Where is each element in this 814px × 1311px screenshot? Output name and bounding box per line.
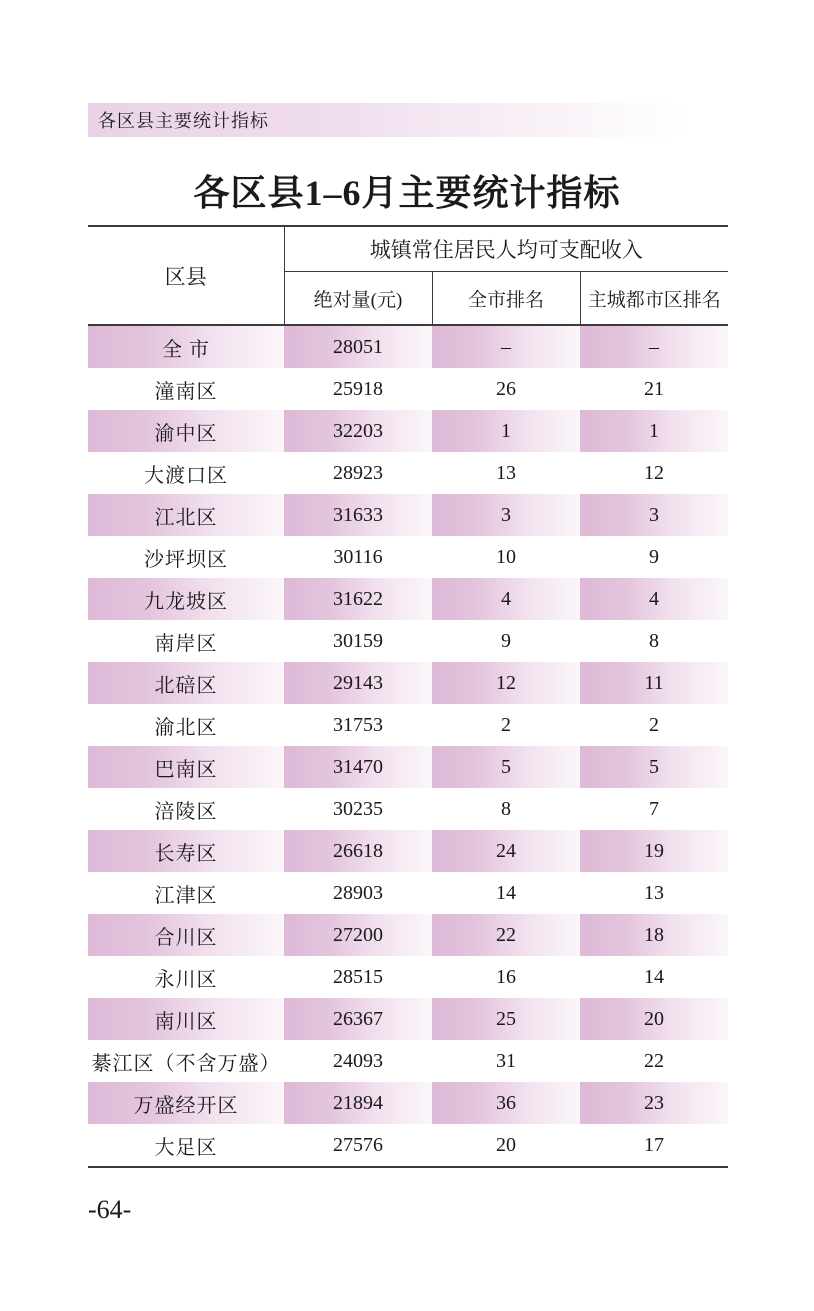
cell-city-rank: 8	[432, 788, 580, 830]
cell-city-rank: 22	[432, 914, 580, 956]
cell-absolute: 30116	[284, 536, 432, 578]
table-row	[88, 830, 728, 872]
cell-metro-rank: 14	[580, 956, 728, 998]
table-row	[88, 914, 728, 956]
cell-metro-rank: 3	[580, 494, 728, 536]
table-row	[88, 578, 728, 620]
table-row	[88, 368, 728, 410]
cell-absolute: 26618	[284, 830, 432, 872]
cell-region: 沙坪坝区	[88, 536, 284, 578]
cell-city-rank: 36	[432, 1082, 580, 1124]
table-row	[88, 620, 728, 662]
cell-city-rank: 9	[432, 620, 580, 662]
cell-metro-rank: 12	[580, 452, 728, 494]
cell-city-rank: 26	[432, 368, 580, 410]
column-header-city-rank: 全市排名	[432, 272, 580, 326]
cell-city-rank: 3	[432, 494, 580, 536]
cell-metro-rank: 1	[580, 410, 728, 452]
table-row	[88, 1040, 728, 1082]
cell-region: 江津区	[88, 872, 284, 914]
table-body	[88, 325, 728, 1167]
table-row	[88, 494, 728, 536]
table-row	[88, 1082, 728, 1124]
cell-absolute: 28903	[284, 872, 432, 914]
table-row	[88, 872, 728, 914]
cell-city-rank: 10	[432, 536, 580, 578]
cell-region: 南岸区	[88, 620, 284, 662]
cell-city-rank: 25	[432, 998, 580, 1040]
cell-metro-rank: 23	[580, 1082, 728, 1124]
cell-region: 綦江区（不含万盛）	[88, 1040, 284, 1082]
cell-metro-rank: 19	[580, 830, 728, 872]
cell-absolute: 30235	[284, 788, 432, 830]
statistics-table-container	[88, 225, 728, 1168]
column-header-region: 区县	[88, 226, 284, 325]
cell-city-rank: 5	[432, 746, 580, 788]
table-row	[88, 704, 728, 746]
cell-absolute: 31633	[284, 494, 432, 536]
cell-absolute: 26367	[284, 998, 432, 1040]
page-title: 各区县1–6月主要统计指标	[193, 173, 621, 213]
cell-region: 永川区	[88, 956, 284, 998]
cell-city-rank: 4	[432, 578, 580, 620]
statistics-table	[88, 225, 728, 1168]
cell-absolute: 27200	[284, 914, 432, 956]
cell-region: 潼南区	[88, 368, 284, 410]
column-header-absolute: 绝对量(元)	[284, 272, 432, 326]
cell-metro-rank: 20	[580, 998, 728, 1040]
cell-region: 北碚区	[88, 662, 284, 704]
cell-absolute: 28051	[284, 325, 432, 368]
cell-city-rank: 31	[432, 1040, 580, 1082]
cell-absolute: 24093	[284, 1040, 432, 1082]
cell-region: 南川区	[88, 998, 284, 1040]
cell-absolute: 21894	[284, 1082, 432, 1124]
cell-city-rank: 16	[432, 956, 580, 998]
cell-absolute: 30159	[284, 620, 432, 662]
cell-city-rank: 13	[432, 452, 580, 494]
table-row	[88, 998, 728, 1040]
table-row	[88, 662, 728, 704]
cell-region: 万盛经开区	[88, 1082, 284, 1124]
cell-city-rank: 2	[432, 704, 580, 746]
running-head-text: 各区县主要统计指标	[98, 111, 269, 131]
table-row	[88, 1124, 728, 1167]
cell-city-rank: 14	[432, 872, 580, 914]
table-header	[88, 226, 728, 325]
cell-absolute: 31470	[284, 746, 432, 788]
cell-absolute: 28515	[284, 956, 432, 998]
cell-city-rank: 12	[432, 662, 580, 704]
cell-absolute: 29143	[284, 662, 432, 704]
cell-city-rank: 24	[432, 830, 580, 872]
table-row	[88, 788, 728, 830]
cell-region: 巴南区	[88, 746, 284, 788]
cell-absolute: 32203	[284, 410, 432, 452]
cell-metro-rank: 9	[580, 536, 728, 578]
cell-metro-rank: 17	[580, 1124, 728, 1167]
cell-region: 合川区	[88, 914, 284, 956]
cell-region: 渝中区	[88, 410, 284, 452]
cell-metro-rank: 22	[580, 1040, 728, 1082]
cell-region: 长寿区	[88, 830, 284, 872]
table-row	[88, 956, 728, 998]
cell-absolute: 25918	[284, 368, 432, 410]
table-row	[88, 325, 728, 368]
column-header-metro-rank: 主城都市区排名	[580, 272, 728, 326]
cell-region: 涪陵区	[88, 788, 284, 830]
table-row	[88, 452, 728, 494]
cell-metro-rank: 4	[580, 578, 728, 620]
cell-absolute: 31753	[284, 704, 432, 746]
cell-absolute: 27576	[284, 1124, 432, 1167]
cell-metro-rank: 2	[580, 704, 728, 746]
cell-metro-rank: 13	[580, 872, 728, 914]
cell-absolute: 28923	[284, 452, 432, 494]
running-head	[88, 103, 688, 137]
cell-metro-rank: –	[580, 325, 728, 368]
page-number: -64-	[88, 1195, 132, 1224]
cell-region: 大渡口区	[88, 452, 284, 494]
cell-metro-rank: 5	[580, 746, 728, 788]
cell-metro-rank: 8	[580, 620, 728, 662]
cell-city-rank: –	[432, 325, 580, 368]
cell-metro-rank: 7	[580, 788, 728, 830]
cell-region: 江北区	[88, 494, 284, 536]
cell-city-rank: 1	[432, 410, 580, 452]
cell-absolute: 31622	[284, 578, 432, 620]
cell-region: 九龙坡区	[88, 578, 284, 620]
cell-region: 全 市	[88, 325, 284, 368]
table-row	[88, 410, 728, 452]
column-group-header-income: 城镇常住居民人均可支配收入	[284, 226, 728, 272]
cell-city-rank: 20	[432, 1124, 580, 1167]
cell-metro-rank: 18	[580, 914, 728, 956]
cell-metro-rank: 11	[580, 662, 728, 704]
table-row	[88, 746, 728, 788]
cell-region: 大足区	[88, 1124, 284, 1167]
table-row	[88, 536, 728, 578]
cell-region: 渝北区	[88, 704, 284, 746]
cell-metro-rank: 21	[580, 368, 728, 410]
